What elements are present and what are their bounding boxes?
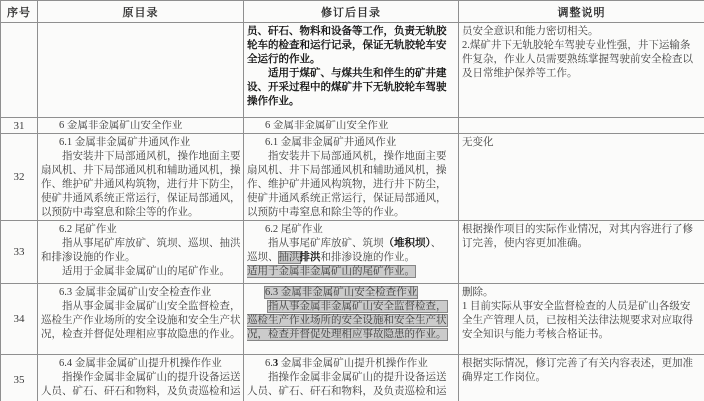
text-line xyxy=(247,314,456,328)
text-line xyxy=(247,328,456,342)
bold-text: 设、开采过程中的煤矿井下无轨胶轮车驾驶 xyxy=(247,82,447,93)
plain-text: 根据操作项目的实际作业情况，对其内容进行了修 xyxy=(462,224,693,235)
highlighted-text: 适用于金属非金属矿山的尾矿作业。 xyxy=(247,266,415,277)
text-line xyxy=(247,251,456,265)
plain-text: 6.1 金属非金属矿井通风作业 xyxy=(265,137,397,148)
plain-text: 指从事金属非金属矿山安全监督检查， xyxy=(62,301,241,312)
highlighted-text: 指从事金属非金属矿山安全监督检查， xyxy=(268,301,447,312)
bold-text: 操作作业。 xyxy=(247,96,300,107)
table-body xyxy=(1,23,704,401)
adjustment-note-cell xyxy=(459,355,704,401)
plain-text: 和排渗设施的作业。 xyxy=(41,252,136,263)
plain-text: 订完善，使内容更加准确。 xyxy=(462,238,588,249)
text-line xyxy=(41,237,241,251)
highlighted-text: 巡检生产作业场所的安全设施和安全生产状 xyxy=(247,315,447,326)
bold-text: （堆积坝） xyxy=(383,238,431,249)
table-row xyxy=(1,134,704,221)
text-line xyxy=(247,237,456,251)
plain-text: 6 金属非金属矿山安全作业 xyxy=(59,120,183,131)
text-line xyxy=(41,223,241,237)
highlighted-text: 况，检查并督促处理相应事故隐患的作业。 xyxy=(247,329,447,340)
plain-text: 全生产管理人员，已按相关法律法规要求对应取得 xyxy=(462,315,693,326)
bold-text: 排洪 xyxy=(299,252,321,263)
table-row xyxy=(1,355,704,401)
text-line xyxy=(41,300,241,314)
original-catalog-cell xyxy=(38,221,244,284)
text-line xyxy=(462,286,702,300)
text-line xyxy=(41,357,241,371)
plain-text: 件复杂，作业人员需要熟练掌握驾驶前安全检查以 xyxy=(462,54,693,65)
plain-text: 无变化 xyxy=(462,137,494,148)
plain-text: 6 金属非金属矿山安全作业 xyxy=(265,120,389,131)
plain-text: 6.2 尾矿作业 xyxy=(265,224,323,235)
row-number-cell: 34 xyxy=(1,284,38,355)
plain-text: 6. xyxy=(265,358,273,369)
row-number-cell: 31 xyxy=(1,118,38,134)
plain-text: 以预防中毒窒息和除尘等的作业。 xyxy=(247,207,405,218)
plain-text: 和排渗设施的作业。 xyxy=(320,252,415,263)
plain-text: 人员、矿石、矸石和物料，及负责巡检和运 xyxy=(41,386,241,397)
plain-text: 作、维护矿井通风构筑物，进行井下防尘， xyxy=(41,179,241,190)
text-line xyxy=(247,25,456,39)
revised-catalog-cell xyxy=(244,355,459,401)
text-line xyxy=(462,357,702,371)
revised-catalog-cell xyxy=(244,284,459,355)
adjustment-note-cell xyxy=(459,134,704,221)
original-catalog-cell xyxy=(38,284,244,355)
plain-text: 指从事尾矿库放矿、筑坝、巡坝、抽洪 xyxy=(62,238,241,249)
adjustment-note-cell xyxy=(459,284,704,355)
text-line xyxy=(247,178,456,192)
plain-text: 6.1 金属非金属矿井通风作业 xyxy=(59,137,191,148)
plain-text: 指操作金属非金属矿山的提升设备运送 xyxy=(62,372,241,383)
plain-text: 扇风机、井下局部通风机和辅助通风机，操 xyxy=(41,165,241,176)
plain-text: 巡检生产作业场所的安全设施和安全生产状 xyxy=(41,315,241,326)
text-line xyxy=(247,150,456,164)
plain-text: 使矿井通风系统正常运行，保证局部通风， xyxy=(41,193,241,204)
text-line xyxy=(41,206,241,220)
text-line xyxy=(462,39,702,53)
original-catalog-cell xyxy=(38,134,244,221)
plain-text: 员安全意识和能力密切相关。 xyxy=(462,26,599,37)
col-header-seq: 序号 xyxy=(1,1,38,23)
text-line xyxy=(41,164,241,178)
text-line xyxy=(41,150,241,164)
bold-text: 3 xyxy=(272,358,279,369)
text-line xyxy=(247,39,456,53)
text-line xyxy=(247,385,456,399)
plain-text: 作、维护矿井通风构筑物，进行井下防尘， xyxy=(247,179,447,190)
plain-text: 2.煤矿井下无轨胶轮车驾驶专业性强，井下运输条 xyxy=(462,40,691,51)
row-number-cell: 32 xyxy=(1,134,38,221)
plain-text: 金属非金属矿山提升机操作作业 xyxy=(278,358,428,369)
text-line xyxy=(41,178,241,192)
plain-text: 巡坝、 xyxy=(247,252,279,263)
original-catalog-cell xyxy=(38,355,244,401)
plain-text: 、 xyxy=(430,238,442,249)
bold-text: 员、矸石、物料和设备等工作，负责无轨胶 xyxy=(247,26,447,37)
text-line xyxy=(462,223,702,237)
text-line xyxy=(247,67,456,81)
text-line xyxy=(247,223,456,237)
text-line xyxy=(247,206,456,220)
plain-text: 况，检查并督促处理相应事故隐患的作业。 xyxy=(41,329,241,340)
revised-catalog-cell xyxy=(244,118,459,134)
original-catalog-cell xyxy=(38,23,244,118)
text-line xyxy=(462,136,702,150)
plain-text: 6.3 金属非金属矿山安全检查作业 xyxy=(59,287,212,298)
table-row xyxy=(1,221,704,284)
text-line xyxy=(247,164,456,178)
text-line xyxy=(41,371,241,385)
adjustment-note-cell xyxy=(459,118,704,134)
text-line xyxy=(247,192,456,206)
text-line xyxy=(41,192,241,206)
text-line xyxy=(247,300,456,314)
text-line xyxy=(462,53,702,67)
row-number-cell: 33 xyxy=(1,221,38,284)
plain-text: 以预防中毒窒息和除尘等的作业。 xyxy=(41,207,199,218)
plain-text: 6.2 尾矿作业 xyxy=(59,224,117,235)
header-row xyxy=(1,1,704,23)
plain-text: 人员、矿石、矸石和物料，及负责巡检和运 xyxy=(247,386,447,397)
plain-text: 指操作金属非金属矿山的提升设备运送 xyxy=(268,372,447,383)
plain-text: 1 目前实际从事安全监督检查的人员是矿山各级安 xyxy=(462,301,691,312)
text-line xyxy=(247,286,456,300)
text-line xyxy=(462,328,702,342)
original-catalog-cell xyxy=(38,118,244,134)
text-line xyxy=(462,314,702,328)
highlighted-text: 抽洪 xyxy=(278,252,300,263)
text-line xyxy=(41,251,241,265)
col-header-notes: 调整说明 xyxy=(459,1,704,23)
text-line xyxy=(247,371,456,385)
revised-catalog-cell xyxy=(244,23,459,118)
text-line xyxy=(41,265,241,279)
text-line xyxy=(41,136,241,150)
text-line xyxy=(41,286,241,300)
text-line xyxy=(247,120,456,132)
text-line xyxy=(462,67,702,81)
text-line xyxy=(247,95,456,109)
plain-text: 及日常维护保养等工作。 xyxy=(462,68,578,79)
text-line xyxy=(247,357,456,371)
plain-text: 使矿井通风系统正常运行，保证局部通风， xyxy=(247,193,447,204)
text-line xyxy=(247,136,456,150)
text-line xyxy=(462,237,702,251)
bold-text: 轮车的检查和运行记录，保证无轨胶轮车安 xyxy=(247,40,447,51)
text-line xyxy=(462,371,702,385)
table-row xyxy=(1,118,704,134)
revised-catalog-cell xyxy=(244,134,459,221)
text-line xyxy=(247,81,456,95)
text-line xyxy=(462,300,702,314)
col-header-revised: 修订后目录 xyxy=(244,1,459,23)
text-line xyxy=(462,25,702,39)
plain-text: 扇风机、井下局部通风机和辅助通风机，操 xyxy=(247,165,447,176)
plain-text: 6.4 金属非金属矿山提升机操作作业 xyxy=(59,358,222,369)
plain-text: 适用于金属非金属矿山的尾矿作业。 xyxy=(62,266,230,277)
row-number-cell: 35 xyxy=(1,355,38,401)
table-row xyxy=(1,284,704,355)
adjustment-note-cell xyxy=(459,23,704,118)
table-row xyxy=(1,23,704,118)
row-number-cell xyxy=(1,23,38,118)
bold-text: 全运行的作业。 xyxy=(247,54,321,65)
highlighted-text: 6.3 金属非金属矿山安全检查作业 xyxy=(265,287,418,298)
text-line xyxy=(41,385,241,399)
text-line xyxy=(41,328,241,342)
col-header-original: 原目录 xyxy=(38,1,244,23)
text-line xyxy=(41,314,241,328)
text-line xyxy=(247,53,456,67)
plain-text: 指安装井下局部通风机，操作地面主要 xyxy=(268,151,447,162)
revised-catalog-cell xyxy=(244,221,459,284)
plain-text: 指从事尾矿库放矿、筑坝 xyxy=(268,238,384,249)
plain-text: 安全知识与能力考核合格证书。 xyxy=(462,329,609,340)
bold-text: 适用于煤矿、与煤共生和伴生的矿井建 xyxy=(268,68,447,79)
text-line xyxy=(247,265,456,279)
plain-text: 指安装井下局部通风机，操作地面主要 xyxy=(62,151,241,162)
plain-text: 确界定工作岗位。 xyxy=(462,372,546,383)
text-line xyxy=(41,120,241,132)
plain-text: 根据实际情况，修订完善了有关内容表述，更加准 xyxy=(462,358,693,369)
adjustment-note-cell xyxy=(459,221,704,284)
plain-text: 删除。 xyxy=(462,287,494,298)
